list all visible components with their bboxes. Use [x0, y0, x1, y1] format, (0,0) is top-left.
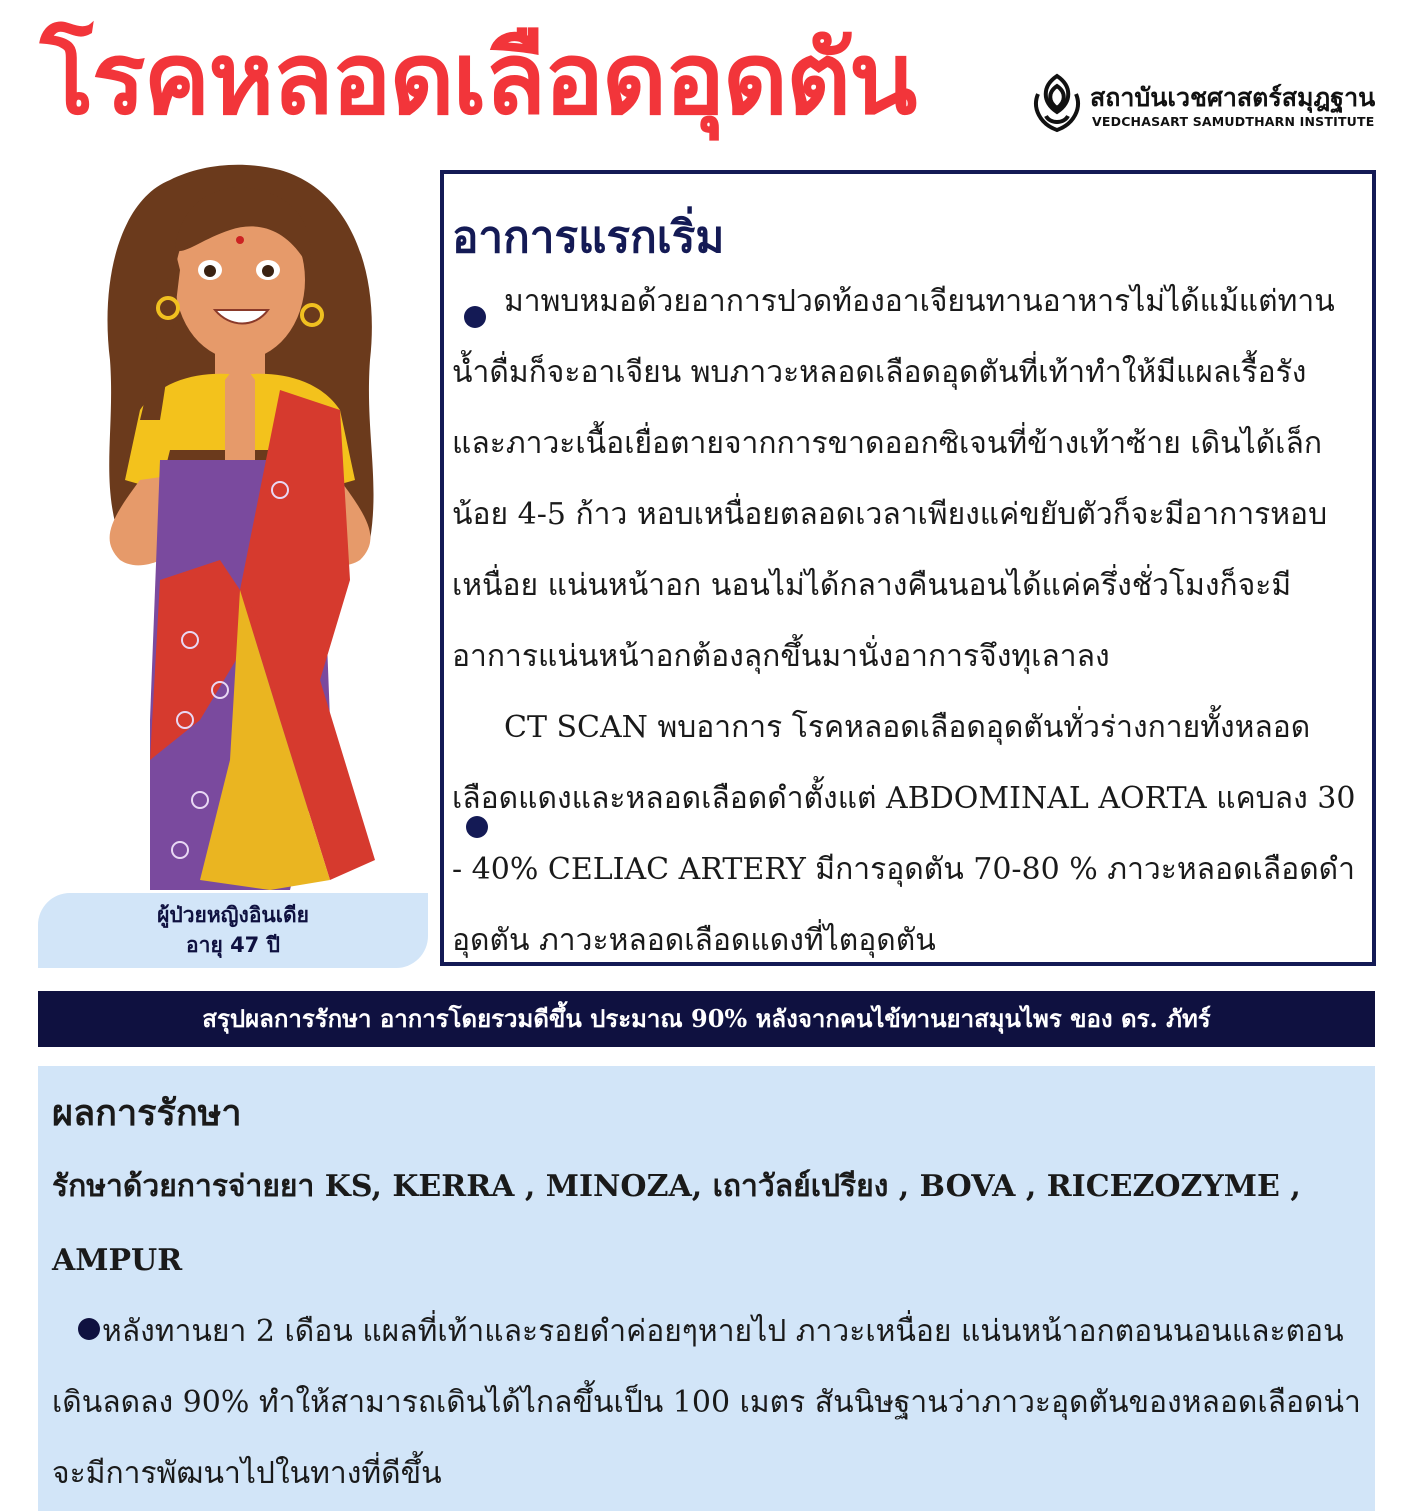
- institute-name-th: สถาบันเวชศาสตร์สมุฎฐาน: [1090, 83, 1376, 112]
- indian-woman-namaste-illustration: [80, 160, 400, 900]
- initial-symptoms-panel: [440, 170, 1376, 966]
- results-outcome: หลังทานยา 2 เดือน แผลที่เท้าและรอยดำค่อยๆหายไป ภาวะเหนื่อย แน่นหน้าอกตอนนอนและตอนเดินลดลง 90% ทำให้สามารถเดินได้ไกลขึ้นเป็น 100 เมตร สันนิษฐานว่าภาวะอุดตันของหลอดเลือดน่าจะมีการพัฒนาไปในทางที่ดีขึ้น: [52, 1314, 1361, 1491]
- patient-description: ผู้ป่วยหญิงอินเดีย: [157, 903, 309, 927]
- results-medications: รักษาด้วยการจ่ายยา KS, KERRA , MINOZA, เถาวัลย์เปรียง , BOVA , RICEZOZYME , AMPUR: [52, 1169, 1301, 1278]
- patient-info-badge: [38, 893, 428, 968]
- institute-logo: [1030, 72, 1375, 136]
- symptoms-paragraph-1: มาพบหมอด้วยอาการปวดท้องอาเจียนทานอาหารไม่ได้แม้แต่ทานน้ำดื่มก็จะอาเจียน พบภาวะหลอดเลือดอุดตันที่เท้าทำให้มีแผลเรื้อรัง และภาวะเนื้อเยื่อตายจากการขาดออกซิเจนที่ข้างเท้าซ้าย เดินได้เล็กน้อย 4-5 ก้าว หอบเหนื่อยตลอดเวลาเพียงแค่ขยับตัวก็จะมีอาการหอบเหนื่อย แน่นหน้าอก นอนไม่ได้กลางคืนนอนได้แค่ครึ่งชั่วโมงก็จะมีอาการแน่นหน้าอกต้องลุกขึ้นมานั่งอาการจึงทุเลาลง: [452, 284, 1335, 674]
- symptoms-heading: อาการแรกเริ่ม: [452, 212, 725, 263]
- institute-name-en: VEDCHASART SAMUDTHARN INSTITUTE: [1092, 114, 1375, 129]
- patient-age: อายุ 47 ปี: [186, 933, 280, 957]
- lotus-logo-icon: [1030, 72, 1084, 136]
- treatment-summary-bar: สรุปผลการรักษา อาการโดยรวมดีขึ้น ประมาณ 90% หลังจากคนไข้ทานยาสมุนไพร ของ ดร. ภัทร์: [38, 991, 1375, 1047]
- symptoms-paragraph-2: CT SCAN พบอาการ โรคหลอดเลือดอุดตันทั่วร่างกายทั้งหลอดเลือดแดงและหลอดเลือดดำตั้งแต่ ABDOMINAL AORTA แคบลง 30 - 40% CELIAC ARTERY มีการอุดตัน 70-80 % ภาวะหลอดเลือดดำอุดตัน ภาวะหลอดเลือดแดงที่ไตอุดตัน: [452, 710, 1356, 958]
- results-heading: ผลการรักษา: [52, 1092, 242, 1134]
- page-title: โรคหลอดเลือดอุดตัน: [40, 20, 916, 137]
- treatment-results-panel: [38, 1066, 1375, 1511]
